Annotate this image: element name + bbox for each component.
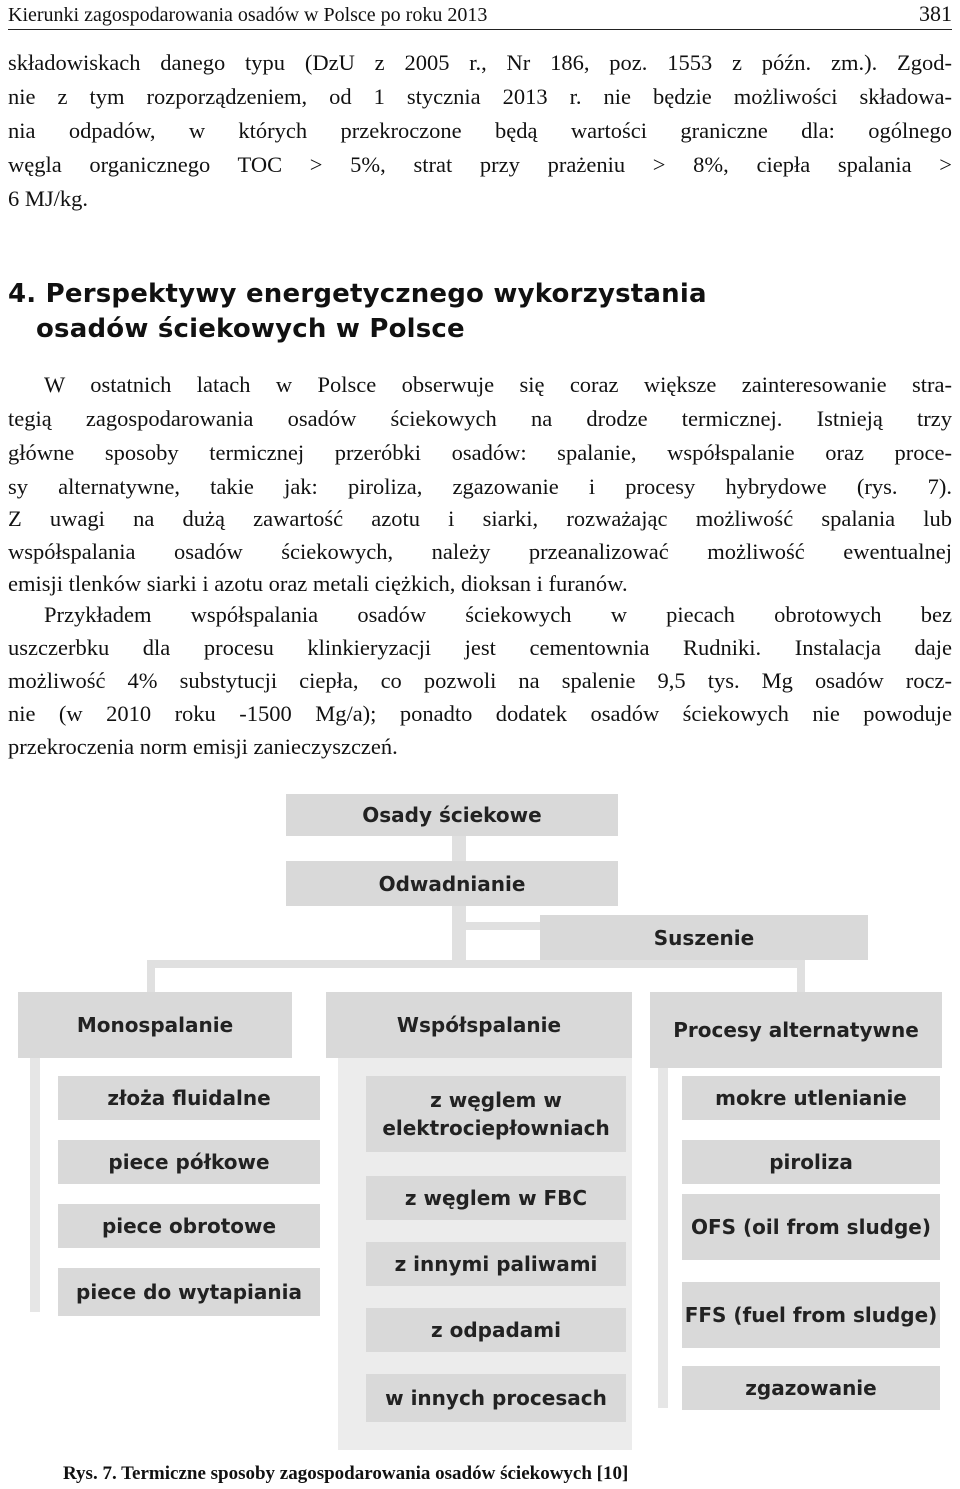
column-spine bbox=[658, 1068, 668, 1408]
paragraph-line: W ostatnich latach w Polsce obserwuje się coraz większe zainteresowanie stra- bbox=[44, 372, 952, 397]
node-waste: z odpadami bbox=[366, 1308, 626, 1352]
thermal-methods-diagram bbox=[0, 770, 960, 1470]
node-wet-oxidation: mokre utlenianie bbox=[682, 1076, 940, 1120]
section-heading-continued: osadów ściekowych w Polsce bbox=[36, 314, 465, 344]
node-pyrolysis: piroliza bbox=[682, 1140, 940, 1184]
node-ffs: FFS (fuel from sludge) bbox=[682, 1282, 940, 1348]
paragraph-line: przekroczenia norm emisji zanieczyszczeń. bbox=[8, 734, 398, 759]
node-gasification: zgazowanie bbox=[682, 1366, 940, 1410]
intro-line: składowiskach danego typu (DzU z 2005 r., Nr 186, poz. 1553 z późn. zm.). Zgod- bbox=[8, 50, 952, 75]
paragraph-line: tegią zagospodarowania osadów ściekowych na drodze termicznej. Istnieją trzy bbox=[8, 406, 952, 431]
running-title: Kierunki zagospodarowania osadów w Polsce po roku 2013 bbox=[8, 4, 488, 26]
node-mono-combustion: Monospalanie bbox=[18, 992, 292, 1058]
connector bbox=[147, 960, 155, 992]
figure-caption: Rys. 7. Termiczne sposoby zagospodarowania osadów ściekowych [10] bbox=[63, 1463, 629, 1484]
node-alternative-processes: Procesy alternatywne bbox=[650, 992, 942, 1068]
paragraph-line: uszczerbku dla procesu klinkieryzacji jest cementownia Rudniki. Instalacja daje bbox=[8, 635, 952, 660]
connector bbox=[797, 956, 805, 992]
running-header bbox=[8, 3, 952, 30]
intro-line: węgla organicznego TOC > 5%, strat przy prażeniu > 8%, ciepła spalania > bbox=[8, 152, 952, 177]
paragraph-line: główne sposoby termicznej przeróbki osadów: spalanie, współspalanie oraz proce- bbox=[8, 440, 952, 465]
node-smelting-furnaces: piece do wytapiania bbox=[58, 1268, 320, 1316]
paragraph-line: współspalania osadów ściekowych, należy przeanalizować możliwość ewentualnej bbox=[8, 539, 952, 564]
paragraph-line: sy alternatywne, takie jak: piroliza, zgazowanie i procesy hybrydowe (rys. 7). bbox=[8, 474, 952, 499]
intro-line: nie z tym rozporządzeniem, od 1 stycznia 2013 r. nie będzie możliwości składowa- bbox=[8, 84, 952, 109]
intro-line: nia odpadów, w których przekroczone będą wartości graniczne dla: ogólnego bbox=[8, 118, 952, 143]
section-heading: 4. Perspektywy energetycznego wykorzystania bbox=[8, 279, 707, 309]
page-number: 381 bbox=[919, 1, 952, 26]
node-co-combustion: Współspalanie bbox=[326, 992, 632, 1058]
node-ofs: OFS (oil from sludge) bbox=[682, 1194, 940, 1260]
connector bbox=[147, 960, 805, 968]
node-sewage-sludge: Osady ściekowe bbox=[286, 794, 618, 836]
node-coal-chp-plants: z węglem w elektrociepłowniach bbox=[366, 1076, 626, 1152]
connector bbox=[452, 836, 466, 861]
node-rotary-kilns: piece obrotowe bbox=[58, 1204, 320, 1248]
intro-line: 6 MJ/kg. bbox=[8, 186, 89, 211]
paragraph-line: nie (w 2010 roku -1500 Mg/a); ponadto dodatek osadów ściekowych nie powoduje bbox=[8, 701, 952, 726]
node-other-fuels: z innymi paliwami bbox=[366, 1242, 626, 1286]
column-spine bbox=[30, 1058, 40, 1312]
paragraph-line: możliwość 4% substytucji ciepła, co pozwoli na spalenie 9,5 tys. Mg osadów rocz- bbox=[8, 668, 952, 693]
paragraph-line: Z uwagi na dużą zawartość azotu i siarki, rozważając możliwość spalania lub bbox=[8, 506, 952, 531]
node-fluidized-beds: złoża fluidalne bbox=[58, 1076, 320, 1120]
paragraph-line: emisji tlenków siarki i azotu oraz metali ciężkich, dioksan i furanów. bbox=[8, 571, 628, 596]
node-drying: Suszenie bbox=[540, 915, 868, 960]
node-coal-fbc: z węglem w FBC bbox=[366, 1176, 626, 1220]
connector bbox=[452, 906, 466, 968]
node-dewatering: Odwadnianie bbox=[286, 861, 618, 906]
paragraph-line: Przykładem współspalania osadów ściekowych w piecach obrotowych bez bbox=[44, 602, 952, 627]
node-other-processes: w innych procesach bbox=[366, 1374, 626, 1422]
connector bbox=[466, 922, 540, 930]
node-multiple-hearth-furnaces: piece półkowe bbox=[58, 1140, 320, 1184]
